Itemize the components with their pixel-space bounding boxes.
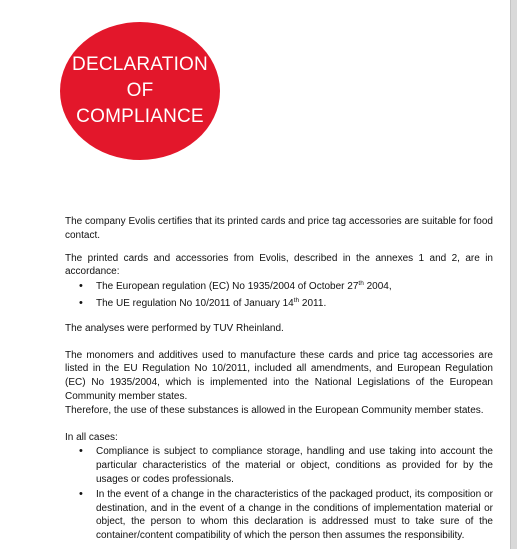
therefore-paragraph: Therefore, the use of these substances is allowed in the European Community member states. (65, 404, 484, 416)
list-item: • In the event of a change in the characteristics of the packaged product, its composition or destination, and in the event of a change in the conditions of implementation material or object, the person to whom this declaration is addressed must to take sure of the container/content compatibility of which the person then assumes the responsibility. (96, 488, 493, 543)
badge-line-3: COMPLIANCE (76, 106, 204, 127)
all-cases-heading: In all cases: (65, 431, 118, 443)
analyses-paragraph: The analyses were performed by TUV Rheinland. (65, 322, 284, 334)
page-edge (510, 0, 517, 549)
monomers-paragraph: The monomers and additives used to manufacture these cards and price tag accessories are listed in the EU Regulation No 10/2011, included all amendments, and European Regulation (EC) No 1935/2004, which is implemented into the National Legislations of the European Community member states. (65, 349, 493, 402)
regulation-list (65, 280, 493, 311)
accordance-paragraph: The printed cards and accessories from Evolis, described in the annexes 1 and 2, are in accordance: (65, 252, 493, 278)
list-item: • Compliance is subject to compliance storage, handling and use taking into account the particular characteristics of the material or object, conditions as provided for by the usages or codes professionals. (96, 445, 493, 486)
badge-line-1: DECLARATION (72, 54, 208, 75)
all-cases-list (65, 445, 493, 543)
declaration-body (65, 215, 493, 544)
badge-line-2: OF (126, 80, 154, 101)
intro-paragraph: The company Evolis certifies that its printed cards and price tag accessories are suitable for food contact. (65, 216, 493, 241)
declaration-badge (60, 22, 220, 160)
regulation-item: • The UE regulation No 10/2011 of January 14th 2011. (96, 297, 493, 311)
regulation-item: • The European regulation (EC) No 1935/2004 of October 27th 2004, (96, 280, 493, 294)
